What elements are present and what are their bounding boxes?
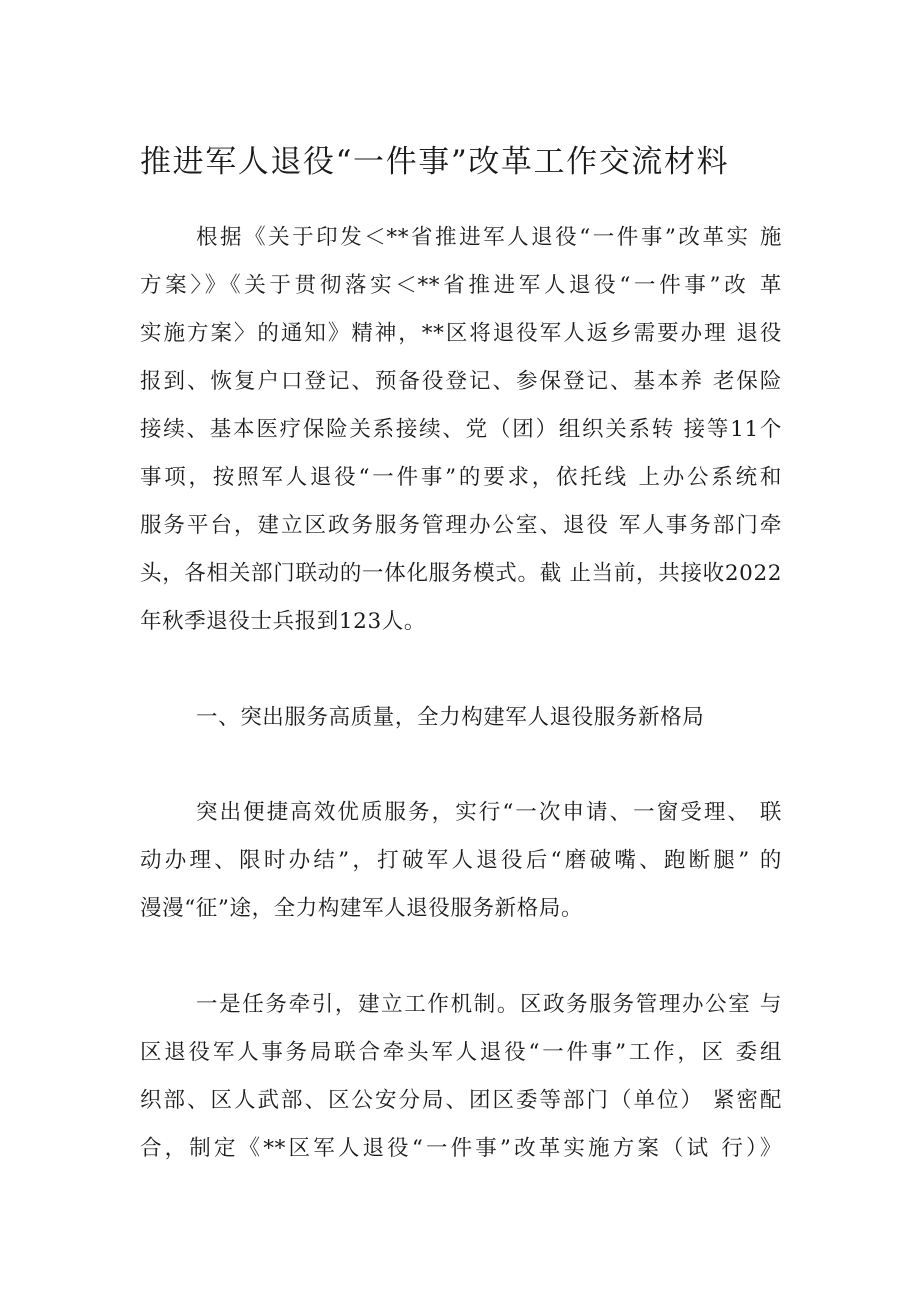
paragraph-2-line-4: 合，制定《**区军人退役“一件事”改革实施方案（试 行）》 [140,1136,782,1161]
document-title: 推进军人退役“一件事”改革工作交流材料 [140,144,730,180]
intro-line-5: 接续、基本医疗保险关系接续、党（团）组织关系转 接等11个 [140,417,782,442]
section-1-line-1: 突出便捷高效优质服务，实行“一次申请、一窗受理、 联 [196,800,782,825]
intro-line-7: 服务平台，建立区政务服务管理办公室、退役 军人事务部门牵 [140,513,782,538]
intro-line-1: 根据《关于印发＜**省推进军人退役“一件事”改革实 施 [196,225,782,250]
intro-line-4: 报到、恢复户口登记、预备役登记、参保登记、基本养 老保险 [140,369,782,394]
intro-line-8: 头，各相关部门联动的一体化服务模式。截 止当前，共接收2022 [140,561,782,586]
paragraph-2-line-3: 织部、区人武部、区公安分局、团区委等部门（单位） 紧密配 [140,1088,782,1113]
intro-line-2: 方案〉》《关于贯彻落实＜**省推进军人退役“一件事”改 革 [140,273,782,298]
section-1-line-2: 动办理、限时办结”，打破军人退役后“磨破嘴、跑断腿” 的 [140,848,782,873]
intro-line-9: 年秋季退役士兵报到123人。 [140,609,426,634]
intro-line-3: 实施方案〉的通知》精神，**区将退役军人返乡需要办理 退役 [140,321,782,346]
intro-line-6: 事项，按照军人退役“一件事”的要求，依托线 上办公系统和 [140,465,782,490]
section-1-line-3: 漫漫“征”途，全力构建军人退役服务新格局。 [140,896,584,921]
section-1-heading: 一、突出服务高质量，全力构建军人退役服务新格局 [196,705,705,730]
paragraph-2-line-2: 区退役军人事务局联合牵头军人退役“一件事”工作，区 委组 [140,1040,782,1065]
paragraph-2-line-1: 一是任务牵引，建立工作机制。区政务服务管理办公室 与 [196,992,782,1017]
